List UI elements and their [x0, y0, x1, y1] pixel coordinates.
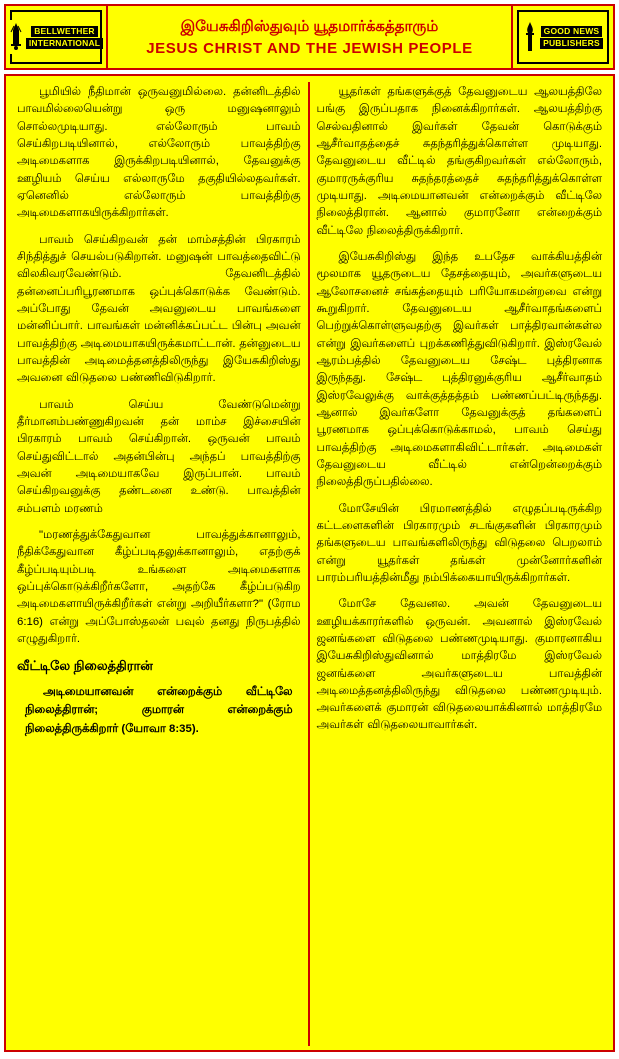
- paragraph-quote: "மரணத்துக்கேதுவான பாவத்துக்கானாலும், நீதிக்கேதுவான கீழ்ப்படிதலுக்கானாலும், எதற்குக் கீழ்ப்படியும்படி உங்களை அடிமைகளாக ஒப்புக்கொடுக்கிறீர்களோ, அதற்கே கீழ்ப்படுகிற அடிமைகளாயிருக்கிறீர்கள் என்று அறியீர்களா?" (ரோம 6:16) என்று அப்போஸ்தலன் பவுல் தனது நிருபத்தில் எழுதுகிறார்.: [17, 528, 301, 645]
- logo-words-left: [26, 25, 103, 49]
- torch-emblem-icon: [523, 20, 537, 54]
- title-block: [106, 6, 513, 68]
- international-word: INTERNATIONAL: [26, 38, 103, 49]
- body-frame: [4, 74, 615, 1052]
- logo-words-right: [540, 25, 603, 49]
- paragraph: மோசேயின் பிரமாணத்தில் எழுதப்படிருக்கிற கட்டளைகளின் பிரகாரமும் சடங்குகளின் பிரகாரமும் தங்களுடைய பாவங்களிலிருந்து விடுதலை பெறலாம் என்று யூதர்கள் தங்கள் முன்னோர்களின் பாரம்பரியத்தின்மீது நம்பிக்கையாயிருக்கிறார்கள்.: [316, 502, 602, 584]
- page-title-english: JESUS CHRIST AND THE JEWISH PEOPLE: [146, 39, 473, 57]
- paragraph: பாவம் செய்கிறவன் தன் மாம்சத்தின் பிரகாரம் சிந்தித்துச் செயல்படுகிறான். மனுஷன் பாவத்தைவிட்டு விலகிவரவேண்டும். தேவனிடத்தில் தன்னைப்பரிபூரணமாக ஒப்புக்கொடுக்க வேண்டும். அப்போது தேவன் அவனுடைய பாவங்களை மன்னிப்பார். பாவங்கள் மன்னிக்கப்பட்ட பின்பு அவன் பாவத்திற்கு அடிமையாகயிருக்கமாட்டான். தன்னுடைய பாவத்தின் அடிமைத்தனத்திலிருந்து இயேசுகிறிஸ்து அவனை விடுதலை பண்ணிவிடுகிறார்.: [17, 233, 301, 385]
- left-column: [10, 82, 310, 1046]
- logo-inner-left: [12, 20, 100, 54]
- bellwether-international-logo: [10, 10, 102, 64]
- page-header: [4, 4, 615, 70]
- publishers-word: PUBLISHERS: [540, 38, 603, 49]
- paragraph: பாவம் செய்ய வேண்டுமென்று தீர்மானம்பண்ணுகிறவன் தன் மாம்ச இச்சையின் பிரகாரம் பாவம் செய்கிறான். ஒருவன் பாவம் செய்துவிட்டால் அதன்பின்பு அந்தப் பாவத்திற்கு அவன் அடிமையாகவே இருப்பான். பாவம் செய்கிறவனுக்கு தண்டனை உண்டு. பாவத்தின் சம்பளம் மரணம்: [17, 398, 301, 515]
- paragraph: மோசே தேவனல. அவன் தேவனுடைய ஊழியக்காரர்களில் ஒருவன். அவனால் இஸ்ரவேல் ஜனங்களை விடுதலை பண்ணமுடியாது. குமாரனாகிய இயேசுகிறிஸ்துவினால் மாத்திரமே இஸ்ரவேல் ஜனங்களை அவர்களுடைய பாவத்தின் அடிமைத்தனத்திலிருந்து விடுதலை பண்ணமுடியும். அவர்களைக் குமாரன் விடுதலையாக்கினால் மாத்திரமே அவர்கள் விடுதலையாவார்கள்.: [316, 598, 602, 732]
- logo-inner-right: [519, 20, 607, 54]
- section-subheading: வீட்டிலே நிலைத்திரான்: [17, 658, 153, 674]
- bellwether-word: BELLWETHER: [31, 26, 98, 37]
- good-news-word: GOOD NEWS: [541, 26, 603, 37]
- closing-scripture: அடிமையானவன் என்றைக்கும் வீட்டிலே நிலைத்திரான்; குமாரன் என்றைக்கும் நிலைத்திருக்கிறார் (யோவா 8:35).: [25, 686, 293, 735]
- paragraph: பூமியில் நீதிமான் ஒருவனுமில்லை. தன்னிடத்தில் பாவமில்லையென்று ஒரு மனுஷனாலும் சொல்லமுடியாது. எல்லோரும் பாவம் செய்கிறபடியினால், எல்லோரும் பாவத்திற்கு அடிமைகளாக இருக்கிறபடியினால், தேவனுக்கு ஊழியம் செய்ய எல்லாருமே தகுதியில்லதவர்கள். ஏனெனில் எல்லோரும் பாவத்திற்கு அடிமைகளாகயிருக்கிறார்கள்.: [17, 86, 301, 220]
- bell-emblem-icon: [9, 20, 23, 54]
- page-title-tamil: இயேசுகிறிஸ்துவும் யூதமார்க்கத்தாரும்: [180, 17, 439, 35]
- paragraph: யூதர்கள் தங்களுக்குத் தேவனுடைய ஆலயத்திலே பங்கு இருப்பதாக நினைக்கிறார்கள். ஆலயத்திற்கு செல்வதினால் இவர்கள் தேவன் கொடுக்கும் ஆசீர்வாதத்தைச் சுதந்தரித்துக்கொள்ள முடியாது. தேவனுடைய வீட்டில் தங்குகிறவர்கள் எல்லோரும், குமாரருக்குரிய சுதந்தரத்தைச் சுதந்தரித்துக்கொள்ள முடியாது. அடிமையானவன் என்றைக்கும் வீட்டிலே நிலைத்திரான். ஆனால் குமாரனோ என்றைக்கும் வீட்டிலே நிலைத்திருக்கிறார்.: [316, 86, 602, 237]
- paragraph: இயேசுகிறிஸ்து இந்த உபதேச வாக்கியத்தின் மூலமாக யூதருடைய தேசத்தையும், அவர்களுடைய ஆலோசனைச் சங்கத்தையும் பரியோகமன்றவை என்று கூறுகிறார். தேவனுடைய ஆசீர்வாதங்களைப் பெற்றுக்கொள்ளுவதற்கு இவர்கள் பாத்திரவான்கள்ல என்று இவர்களைப் புறக்கணித்துவிடுகிறார். இஸ்ரவேல் ஆரம்பத்தில் தேவனுடைய சேஷ்ட புத்திரனாக இருந்தது. சேஷ்ட புத்திரனுக்குரிய ஆசீர்வாதம் இஸ்ரவேலுக்கு வாக்குத்தத்தம் பண்ணப்பட்டிருந்தது. ஆனால் இவர்களோ தேவனுக்குத் தங்களைப் பூரணமாக ஒப்புக்கொடுக்காமல், பாவம் செய்து பாவத்திற்கு அடிமைகளாகிவிட்டார்கள். அடிமைகள் தேவனுடைய வீட்டில் என்றென்றைக்கும் நிலைத்திருப்பதில்லை.: [316, 250, 602, 489]
- good-news-publishers-logo: [517, 10, 609, 64]
- right-column: [310, 82, 610, 1046]
